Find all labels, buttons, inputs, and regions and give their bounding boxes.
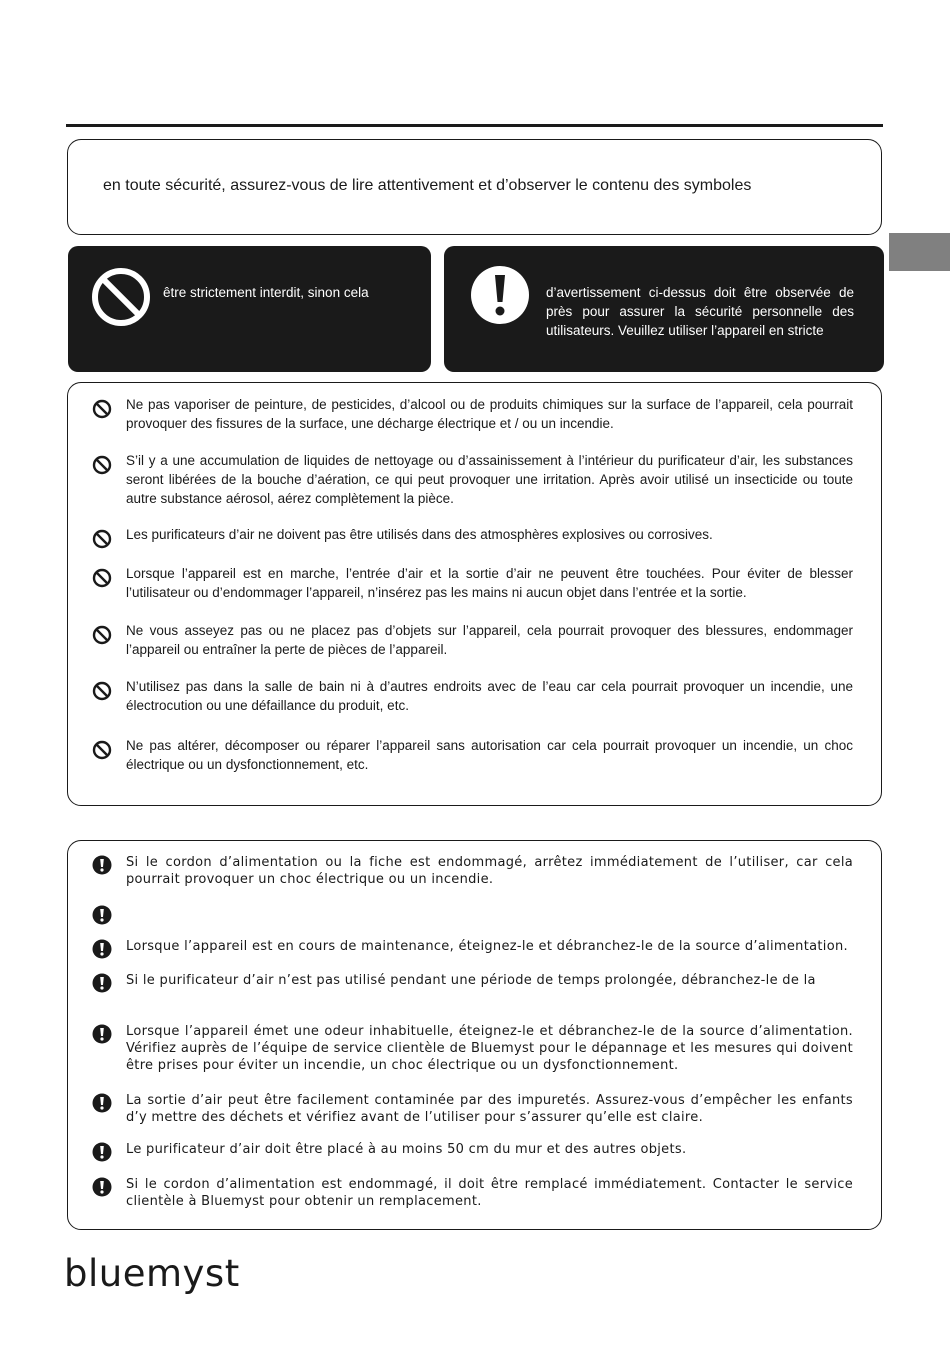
section-tab-marker	[889, 233, 950, 271]
exclamation-icon	[470, 265, 530, 325]
warning-item-text: Si le cordon d’alimentation est endommagé, il doit être remplacé immédiatement. Contacter le service clientèle à Bluemyst pour obtenir un remplacement.	[126, 1177, 853, 1209]
prohibited-icon	[90, 266, 152, 328]
exclamation-icon	[92, 855, 112, 880]
prohibition-item-text: S’il y a une accumulation de liquides de nettoyage ou d’assainissement à l’intérieur du purificateur d’air, les substances seront libérées de la bouche d’aération, ce qui peut provoquer une irritation. Après avoir utilisé un insecticide ou toute autre substance aérosol, aérez complètement la pièce.	[126, 453, 853, 506]
warning-legend-panel	[444, 246, 884, 372]
exclamation-icon	[92, 973, 112, 998]
intro-text: en toute sécurité, assurez-vous de lire attentivement et d’observer le contenu des symboles	[103, 177, 752, 194]
exclamation-icon	[92, 1024, 112, 1049]
prohibited-icon	[92, 681, 112, 706]
warnings-list	[67, 840, 882, 1230]
prohibitions-list	[67, 382, 882, 806]
intro-box	[67, 139, 882, 235]
prohibition-item-text: Ne pas vaporiser de peinture, de pesticides, d’alcool ou de produits chimiques sur la surface de l’appareil, cela pourrait provoquer des fissures de la surface, une décharge électrique et / ou un incendie.	[126, 397, 853, 431]
prohibit-legend-panel	[68, 246, 431, 372]
prohibit-legend-text: être strictement interdit, sinon cela	[163, 285, 369, 300]
warning-item-text: Le purificateur d’air doit être placé à au moins 50 cm du mur et des autres objets.	[126, 1142, 687, 1157]
warning-item-text: La sortie d’air peut être facilement contaminée par des impuretés. Assurez-vous d’empêcher les enfants d’y mettre des déchets et vérifiez avant de l’utiliser pour s’assurer qu’elle est claire.	[126, 1093, 853, 1125]
prohibited-icon	[92, 568, 112, 593]
prohibited-icon	[92, 625, 112, 650]
prohibition-item-text: Ne pas altérer, décomposer ou réparer l’appareil sans autorisation car cela pourrait provoquer un incendie, un choc électrique ou un dysfonctionnement, etc.	[126, 738, 853, 772]
exclamation-icon	[92, 905, 112, 930]
exclamation-icon	[92, 939, 112, 964]
exclamation-icon	[92, 1177, 112, 1202]
prohibition-item-text: Les purificateurs d’air ne doivent pas être utilisés dans des atmosphères explosives ou corrosives.	[126, 527, 713, 542]
brand-logo: bluemyst	[64, 1252, 240, 1295]
header-rule	[66, 124, 883, 127]
prohibition-item-text: N’utilisez pas dans la salle de bain ni à d’autres endroits avec de l’eau car cela pourrait provoquer un incendie, une électrocution ou une défaillance du produit, etc.	[126, 679, 853, 713]
prohibited-icon	[92, 529, 112, 554]
warning-item-text: Lorsque l’appareil est en cours de maintenance, éteignez-le et débranchez-le de la source d’alimentation.	[126, 939, 848, 954]
prohibited-icon	[92, 455, 112, 480]
exclamation-icon	[92, 1093, 112, 1118]
prohibited-icon	[92, 399, 112, 424]
warning-item-text: Lorsque l’appareil émet une odeur inhabituelle, éteignez-le et débranchez-le de la source d’alimentation. Vérifiez auprès de l’équipe de service clientèle de Bluemyst pour le dépannage et les mesures qui doivent être prises pour éviter un incendie, un choc électrique ou un dysfonctionnement.	[126, 1024, 853, 1073]
warning-legend-text: d’avertissement ci-dessus doit être observée de près pour assurer la sécurité personnelle des utilisateurs. Veuillez utiliser l’appareil en stricte	[546, 285, 854, 338]
warning-item-text: Si le cordon d’alimentation ou la fiche est endommagé, arrêtez immédiatement de l’utiliser, car cela pourrait provoquer un choc électrique ou un incendie.	[126, 855, 853, 887]
warning-item-text: Si le purificateur d’air n’est pas utilisé pendant une période de temps prolongée, débranchez-le de la	[126, 973, 816, 988]
prohibited-icon	[92, 740, 112, 765]
prohibition-item-text: Lorsque l’appareil est en marche, l’entrée d’air et la sortie d’air ne peuvent être touchées. Pour éviter de blesser l’utilisateur ou d’endommager l’appareil, n’insérez pas les mains ni aucun objet dans l’entrée et la sortie.	[126, 566, 853, 600]
exclamation-icon	[92, 1142, 112, 1167]
prohibition-item-text: Ne vous asseyez pas ou ne placez pas d’objets sur l’appareil, cela pourrait provoquer des blessures, endommager l’appareil ou entraîner la perte de pièces de l’appareil.	[126, 623, 853, 657]
